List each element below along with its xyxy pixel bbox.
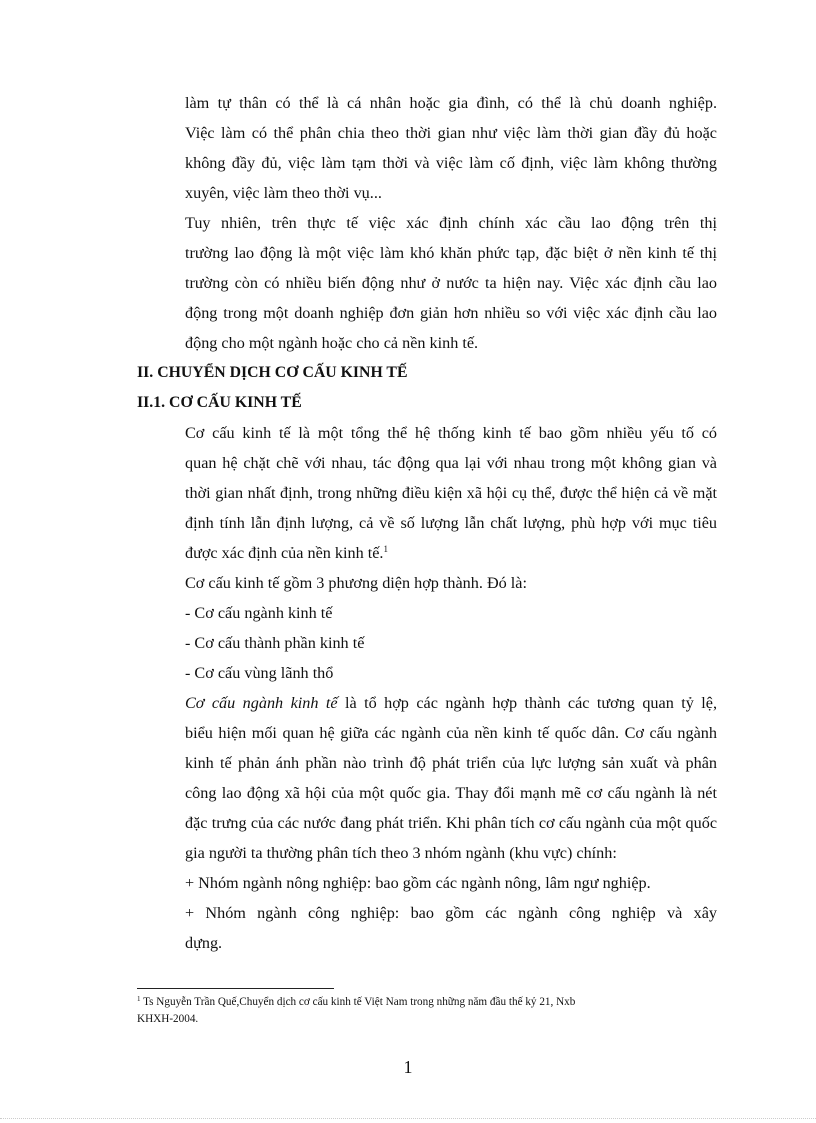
list-item: - Cơ cấu vùng lãnh thổ [185, 664, 334, 682]
text-line: Tuy nhiên, trên thực tế việc xác định chính xác cầu lao động trên thị [185, 214, 717, 232]
italic-term: Cơ cấu ngành kinh tế [185, 694, 338, 712]
paragraph-labor-demand [137, 208, 717, 358]
text-line: + Nhóm ngành công nghiệp: bao gồm các ngành công nghiệp và xây [185, 904, 717, 922]
page-number: 1 [403, 1057, 413, 1077]
text-line: biểu hiện mối quan hệ giữa các ngành của nền kinh tế quốc dân. Cơ cấu ngành [185, 724, 717, 742]
text-line-content: là tổ hợp các ngành hợp thành các tương quan tỷ lệ, [337, 694, 717, 712]
text-line: dựng. [185, 934, 223, 952]
subsection-heading: II.1. CƠ CẤU KINH TẾ [137, 394, 302, 411]
section-heading: II. CHUYỂN DỊCH CƠ CẤU KINH TẾ [137, 364, 408, 381]
text-line: gia người ta thường phân tích theo 3 nhóm ngành (khu vực) chính: [185, 844, 617, 862]
text-line [137, 538, 717, 568]
page-bottom-edge [0, 1118, 816, 1119]
text-line: kinh tế phản ánh phần nào trình độ phát triển của lực lượng sản xuất và phân [185, 754, 717, 772]
list-item: - Cơ cấu thành phần kinh tế [185, 634, 365, 652]
text-line: công lao động xã hội của một quốc gia. Thay đổi mạnh mẽ cơ cấu ngành là nét [185, 784, 717, 802]
text-line: thời gian nhất định, trong những điều kiện xã hội cụ thể, được thể hiện cả về mặt [185, 484, 717, 502]
footnote-separator [137, 988, 334, 989]
paragraph-sector-structure [137, 688, 717, 868]
text-line: xuyên, việc làm theo thời vụ... [185, 184, 382, 202]
paragraph-employment-types [137, 88, 717, 208]
footnote-reference[interactable]: 1 [383, 544, 388, 554]
paragraph-industry-group [137, 898, 717, 958]
paragraph-agriculture-group: + Nhóm ngành nông nghiệp: bao gồm các ngành nông, lâm ngư nghiệp. [185, 874, 651, 892]
footnote [137, 994, 697, 1028]
list-item: - Cơ cấu ngành kinh tế [185, 604, 333, 622]
text-line: không đầy đủ, việc làm tạm thời và việc làm cố định, việc làm không thường [185, 154, 717, 172]
text-line-content: được xác định của nền kinh tế. [185, 544, 384, 562]
text-line: đặc trưng của các nước đang phát triển. Khi phân tích cơ cấu ngành của một quốc [185, 814, 717, 832]
text-line: Cơ cấu kinh tế là một tổng thể hệ thống kinh tế bao gồm nhiều yếu tố có [185, 424, 717, 442]
text-line: trường còn có nhiều biến động như ở nước ta hiện nay. Việc xác định cầu lao [185, 274, 717, 292]
paragraph-structure-aspects: Cơ cấu kinh tế gồm 3 phương diện hợp thành. Đó là: [185, 574, 527, 592]
paragraph-economic-structure-definition [137, 418, 717, 568]
text-line: quan hệ chặt chẽ với nhau, tác động qua lại với nhau trong một không gian và [185, 454, 717, 472]
text-line: động trong một doanh nghiệp đơn giản hơn nhiều so với việc xác định cầu lao [185, 304, 717, 322]
text-line [137, 688, 717, 718]
footnote-marker: 1 [137, 995, 141, 1003]
body-text [137, 88, 717, 958]
text-line: Việc làm có thể phân chia theo thời gian như việc làm thời gian đầy đủ hoặc [185, 124, 717, 142]
text-line: định tính lẫn định lượng, cả về số lượng lẫn chất lượng, phù hợp với mục tiêu [185, 514, 717, 532]
footnote-text: Ts Nguyễn Trần Quế,Chuyển dịch cơ cấu kinh tế Việt Nam trong những năm đầu thế kỷ 21, Nxb [140, 996, 576, 1008]
text-line: trường lao động là một việc làm khó khăn phức tạp, đặc biệt ở nền kinh tế thị [185, 244, 717, 262]
footnote-line: KHXH-2004. [137, 1013, 199, 1025]
footnote-line [137, 994, 697, 1011]
text-line: làm tự thân có thể là cá nhân hoặc gia đình, có thể là chủ doanh nghiệp. [185, 94, 717, 112]
text-line: động cho một ngành hoặc cho cả nền kinh tế. [185, 334, 479, 352]
